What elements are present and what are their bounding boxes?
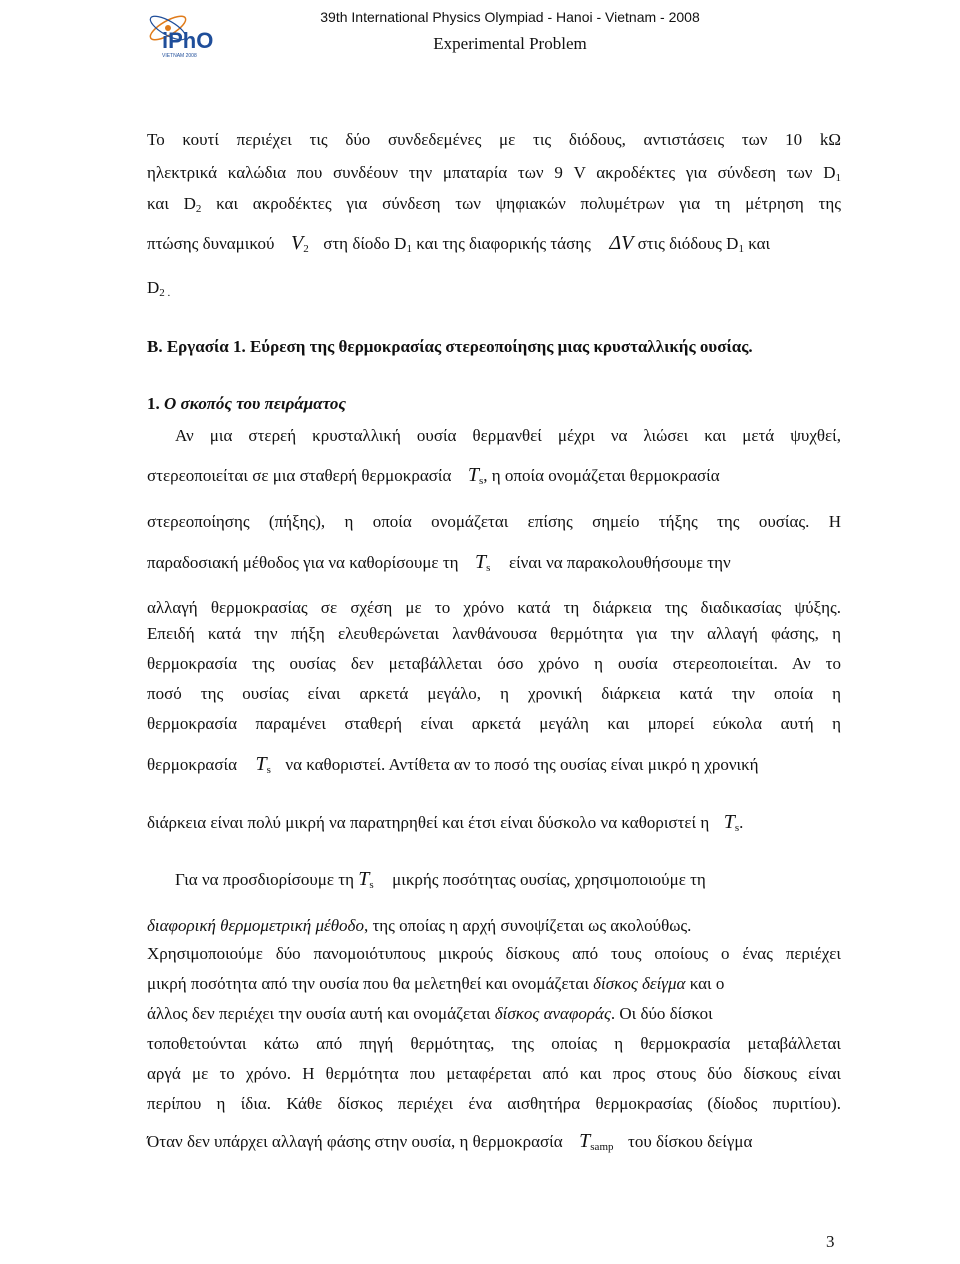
para2-line8: ποσό της ουσίας είναι αρκετά μεγάλο, η χρονική διάρκεια κατά την οποία η (147, 684, 841, 703)
math-ts: T (358, 868, 370, 890)
para1-line5 (147, 278, 841, 299)
task-heading: B. Εργασία 1. Εύρεση της θερμοκρασίας στερεοποίησης μιας κρυσταλλικής ουσίας. (147, 337, 753, 356)
math-ts: T (467, 464, 479, 486)
para3-line1-text-b: μικρής ποσότητας ουσίας, χρησιμοποιούμε τη (392, 870, 706, 889)
para3-line9 (147, 1130, 841, 1153)
subscript: 1 (835, 172, 841, 184)
subscript: 1 (406, 243, 412, 255)
para2-line10 (147, 753, 841, 776)
para1-line1: Το κουτί περιέχει τις δύο συνδεδεμένες με τις διόδους, αντιστάσεις των 10 kΩ (147, 130, 841, 149)
subscript: s (369, 879, 374, 891)
subscript: 2 (195, 203, 202, 215)
method-name-italic: διαφορική θερμομετρική μέθοδο (147, 916, 364, 935)
para1-line2 (147, 163, 841, 184)
para1-line4-text: πτώσης δυναμικού (147, 234, 275, 253)
para2-line2-text: στερεοποιείται σε μια σταθερή θερμοκρασία (147, 466, 452, 485)
para2-line2-text-b: , η οποία ονομάζεται θερμοκρασία (483, 466, 720, 485)
para3-line5-text-b: . Οι δύο δίσκοι (610, 1004, 713, 1023)
subscript: samp (590, 1141, 614, 1153)
subscript: 2 (303, 243, 309, 255)
logo-subtext: VIETNAM 2008 (162, 53, 197, 59)
para3-line1-text: Για να προσδιορίσουμε τη (175, 870, 354, 889)
para2-line9: θερμοκρασία παραμένει σταθερή είναι αρκετά μεγάλη και μπορεί εύκολα αυτή η (147, 714, 841, 733)
para1-line4-text-c: και της διαφορικής τάσης (411, 234, 591, 253)
para2-line4 (147, 551, 841, 574)
math-v2: V (290, 232, 304, 254)
subsection-heading (147, 394, 841, 414)
para3-line1 (175, 868, 841, 891)
para3-line4 (147, 974, 841, 994)
para3-line2 (147, 916, 841, 936)
para2-line11 (147, 811, 841, 834)
para2-line6: Επειδή κατά την πήξη ελευθερώνεται λανθάνουσα θερμότητα για την αλλαγή φάσης, η (147, 624, 841, 643)
para2-line5: αλλαγή θερμοκρασίας σε σχέση με το χρόνο κατά τη διάρκεια της διαδικασίας ψύξης. (147, 598, 841, 617)
para3-line5 (147, 1004, 841, 1024)
para2-line7: θερμοκρασία της ουσίας δεν μεταβάλλεται όσο χρόνο η ουσία στερεοποιείται. Αν το (147, 654, 841, 673)
subscript: s (486, 562, 491, 574)
subscript: s (266, 764, 271, 776)
para1-line4 (147, 232, 841, 255)
para3-line5-text: άλλος δεν περιέχει την ουσία αυτή και ονομάζεται (147, 1004, 491, 1023)
para2-line4-text-b: είναι να παρακολουθήσουμε την (508, 553, 731, 572)
para2-line10-text-b: να καθοριστεί. Αντίθετα αν το ποσό της ουσίας είναι μικρό η χρονική (285, 755, 759, 774)
para1-line5-text: D (147, 278, 160, 297)
para1-line3 (147, 194, 841, 215)
atom-logo-icon (142, 6, 232, 60)
para1-line4-text-d: στις διόδους D (637, 234, 739, 253)
subscript: s (479, 475, 484, 487)
para1-line3-text-b: και ακροδέκτες για σύνδεση των ψηφιακών πολυμέτρων για τη μέτρηση της (201, 194, 841, 213)
para2-line4-text: παραδοσιακή μέθοδος για να καθορίσουμε τη (147, 553, 459, 572)
math-ts: T (475, 551, 487, 573)
para2-line10-text: θερμοκρασία (147, 755, 237, 774)
logo-wordmark: iPhO (162, 28, 214, 53)
reference-disk-term: δίσκος αναφοράς (494, 1004, 611, 1023)
para3-line2-text: , της οποίας η αρχή συνοψίζεται ως ακολούθως. (363, 916, 692, 935)
para3-line8: περίπου η ίδια. Κάθε δίσκος περιέχει ένα αισθητήρα θερμοκρασίας (δίοδος πυριτίου). (147, 1094, 841, 1113)
para3-line9-text: Όταν δεν υπάρχει αλλαγή φάσης στην ουσία, η θερμοκρασία (147, 1132, 563, 1151)
ipho-logo (142, 6, 232, 60)
para2-line11-text-b: . (739, 813, 744, 832)
math-delta-v: ΔV (609, 232, 634, 254)
para1-line2-text: ηλεκτρικά καλώδια που συνδέουν την μπαταρία των 9 V ακροδέκτες για σύνδεση των D (147, 163, 836, 182)
math-ts: T (723, 811, 735, 833)
para1-line4-text-b: στη δίοδο D (323, 234, 407, 253)
subscript: s (734, 822, 740, 834)
para2-line1: Αν μια στερεή κρυσταλλική ουσία θερμανθεί μέχρι να λιώσει και μετά ψυχθεί, (175, 426, 841, 445)
para3-line4-text-b: και ο (685, 974, 725, 993)
sample-disk-term: δίσκος δείγμα (593, 974, 686, 993)
page-number: 3 (826, 1232, 835, 1251)
para3-line3: Χρησιμοποιούμε δύο πανομοιότυπους μικρούς δίσκους από τους οποίους ο ένας περιέχει (147, 944, 841, 963)
para3-line6: τοποθετούνται κάτω από πηγή θερμότητας, της οποίας η θερμοκρασία μεταβάλλεται (147, 1034, 841, 1053)
para2-line3: στερεοποίησης (πήξης), η οποία ονομάζεται επίσης σημείο τήξης της ουσίας. Η (147, 512, 841, 531)
subsection-title: Ο σκοπός του πειράματος (164, 394, 347, 413)
section-title: Experimental Problem (433, 34, 587, 53)
para1-line3-text: και D (147, 194, 196, 213)
subscript: 1 (738, 243, 744, 255)
para2-line11-text: διάρκεια είναι πολύ μικρή να παρατηρηθεί και έτσι είναι δύσκολο να καθοριστεί η (147, 813, 710, 832)
para3-line7: αργά με το χρόνο. Η θερμότητα που μεταφέρεται από και προς στους δύο δίσκους είναι (147, 1064, 841, 1083)
subscript: 2 . (159, 287, 171, 299)
math-ts: T (255, 753, 267, 775)
para3-line4-text: μικρή ποσότητα από την ουσία που θα μελετηθεί και ονομάζεται (147, 974, 589, 993)
olympiad-title: 39th International Physics Olympiad - Hanoi - Vietnam - 2008 (320, 9, 700, 25)
para3-line9-text-b: του δίσκου δείγμα (628, 1132, 753, 1151)
para1-line4-text-e: και (743, 234, 771, 253)
subsection-number: 1. (147, 394, 160, 413)
math-tsamp: T (579, 1130, 591, 1152)
para2-line2 (147, 464, 841, 487)
